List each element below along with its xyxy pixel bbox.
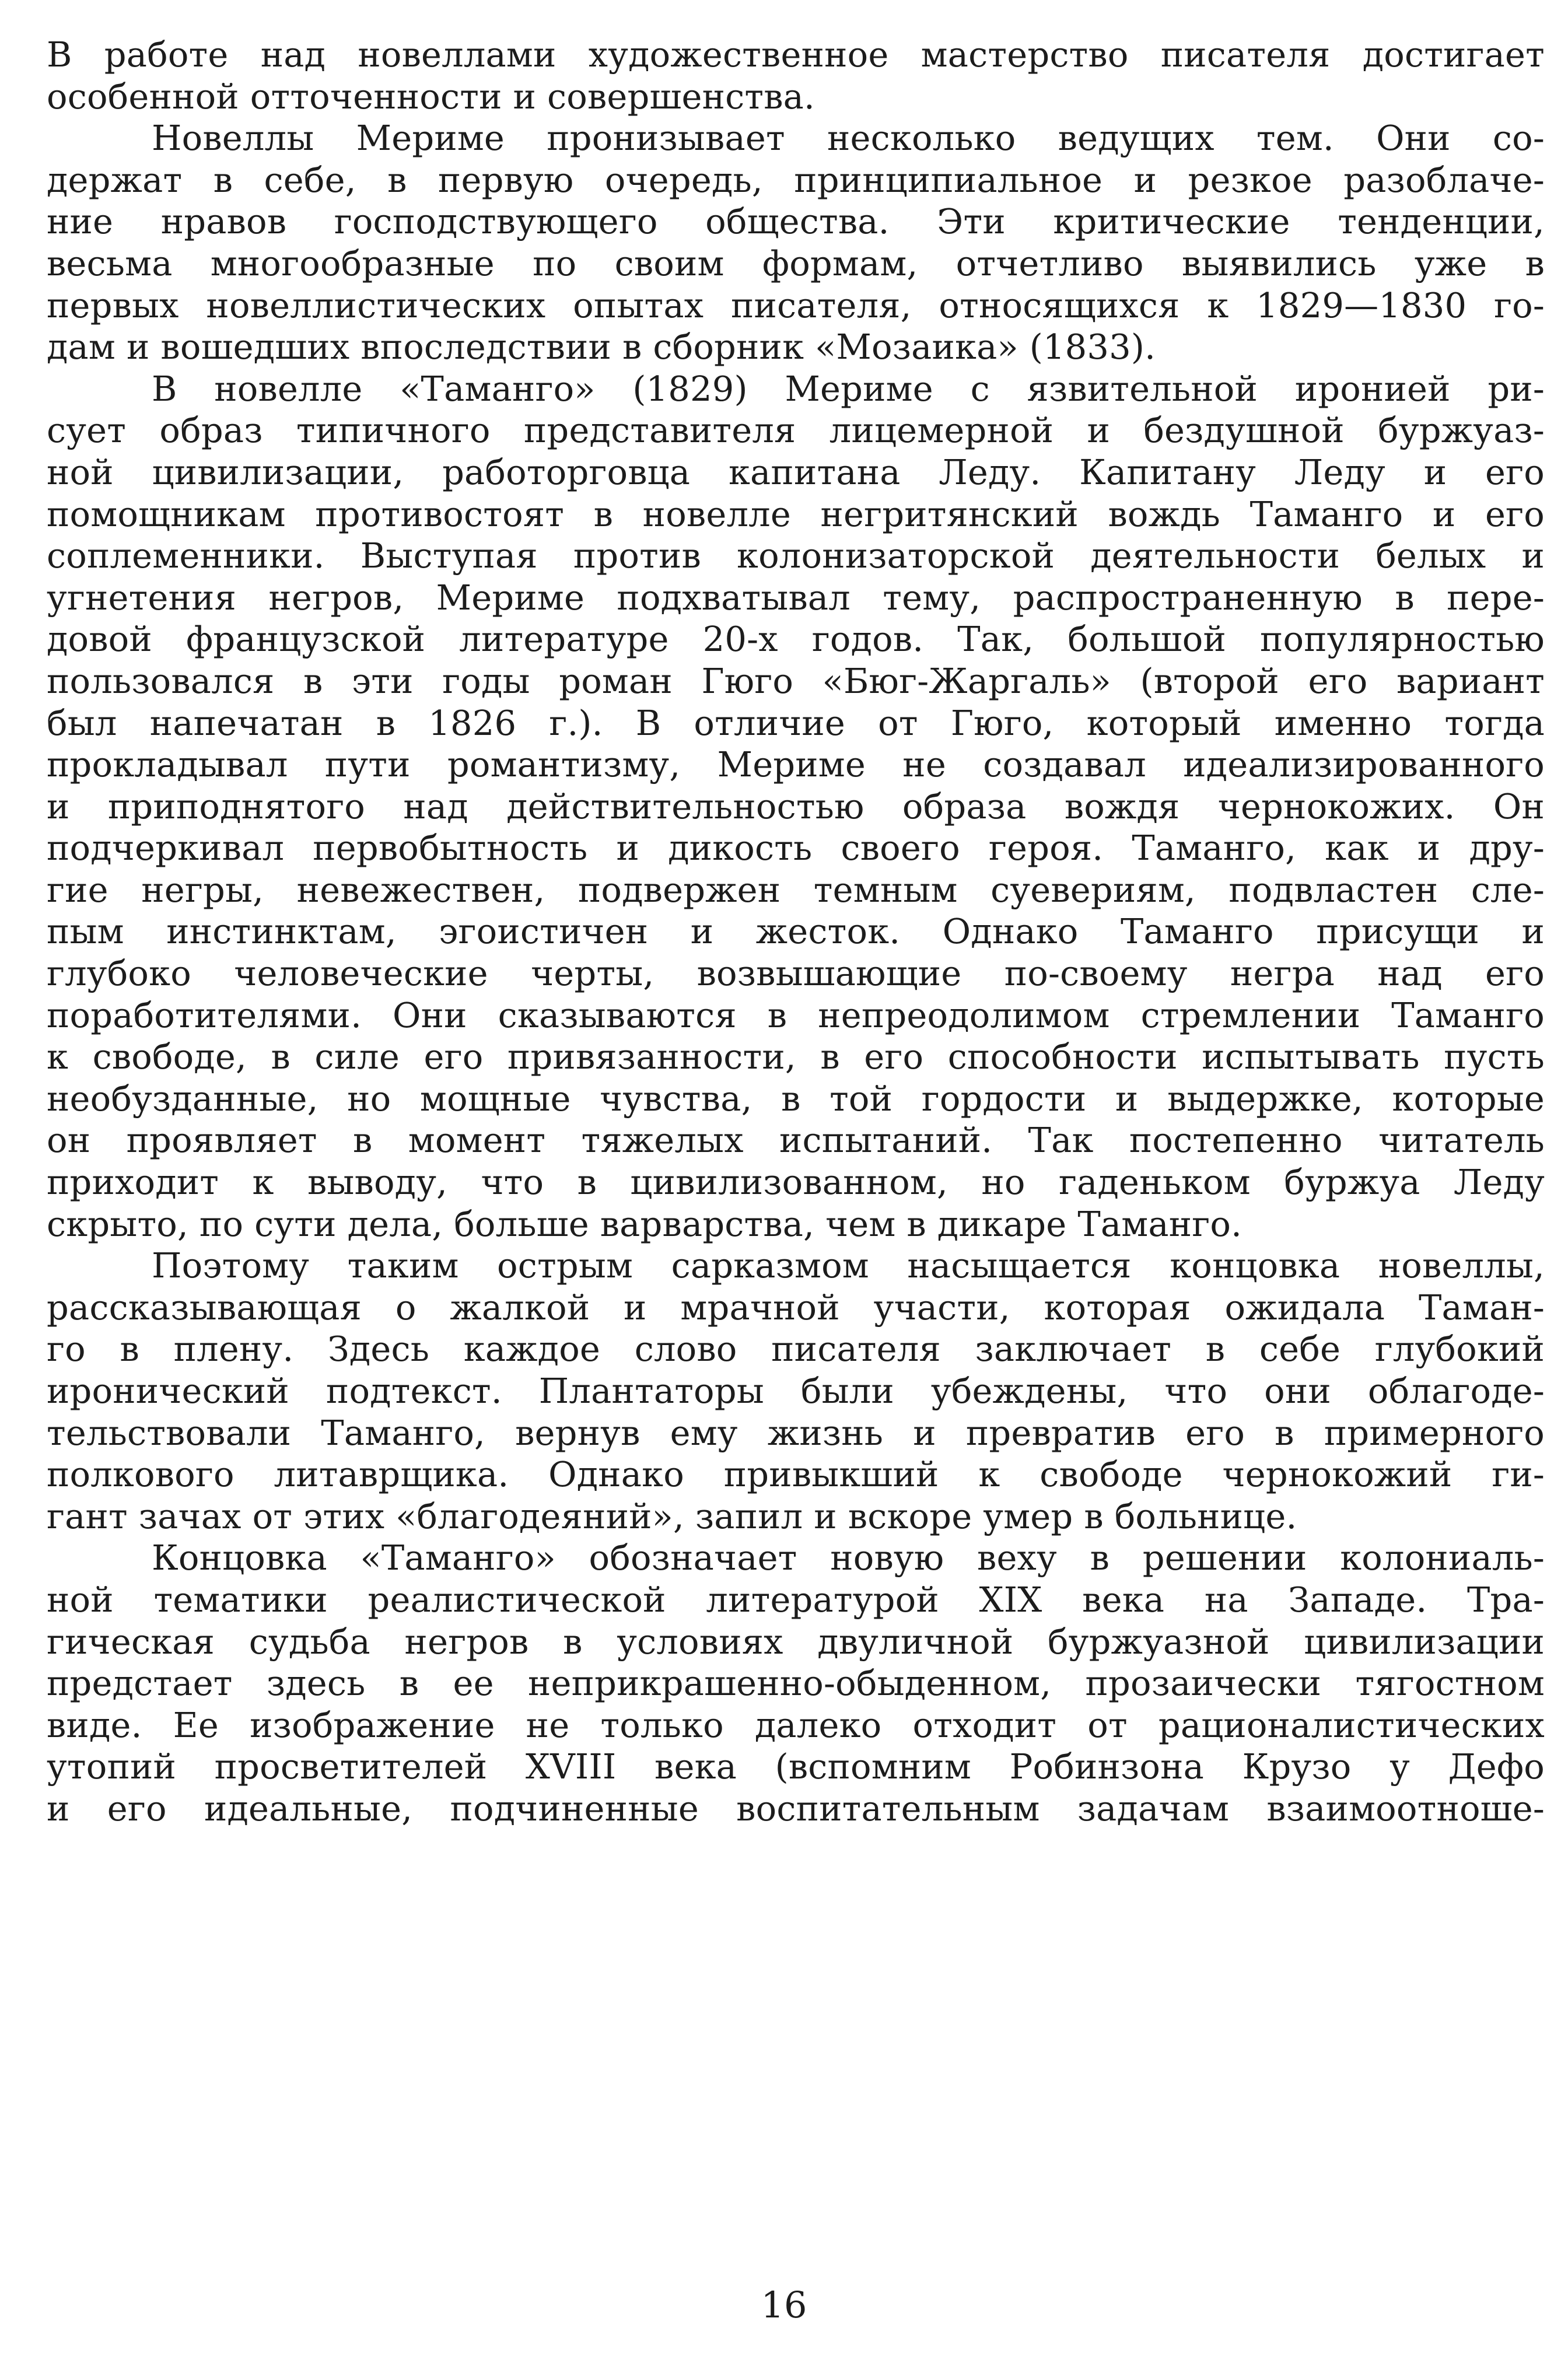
text-line: В новелле «Таманго» (1829) Мериме с язвительной иронией ри- — [152, 368, 1545, 409]
text-line: весьма многообразные по своим формам, отчетливо выявились уже в — [47, 243, 1545, 283]
text-line: утопий просветителей XVIII века (вспомним Робинзона Крузо у Дефо — [47, 1746, 1545, 1787]
text-line: и приподнятого над действительностью образа вождя чернокожих. Он — [47, 786, 1545, 827]
paragraph — [47, 368, 1545, 1245]
text-line: иронический подтекст. Плантаторы были убеждены, что они облагоде- — [47, 1371, 1545, 1411]
text-line: к свободе, в силе его привязанности, в его способности испытывать пусть — [47, 1037, 1545, 1077]
text-line: глубоко человеческие черты, возвышающие по-своему негра над его — [47, 953, 1545, 994]
text-line: Поэтому таким острым сарказмом насыщается концовка новеллы, — [152, 1245, 1545, 1286]
page-body — [47, 34, 1545, 1830]
text-line: приходит к выводу, что в цивилизованном, но гаденьком буржуа Леду — [47, 1162, 1545, 1203]
text-line: помощникам противостоят в новелле негритянский вождь Таманго и его — [47, 493, 1545, 534]
text-line: пользовался в эти годы роман Гюго «Бюг-Жаргаль» (второй его вариант — [47, 660, 1545, 701]
text-line: В работе над новеллами художественное мастерство писателя достигает — [47, 34, 1545, 75]
text-line: скрыто, по сути дела, больше варварства, чем в дикаре Таманго. — [47, 1203, 1242, 1244]
text-line: гие негры, невежествен, подвержен темным суевериям, подвластен сле- — [47, 869, 1545, 910]
text-line: полкового литаврщика. Однако привыкший к свободе чернокожий ги- — [47, 1454, 1545, 1495]
text-line: пым инстинктам, эгоистичен и жесток. Однако Таманго присущи и — [47, 911, 1545, 952]
text-line: гант зачах от этих «благодеяний», запил и вскоре умер в больнице. — [47, 1496, 1297, 1536]
text-line: особенной отточенности и совершенства. — [47, 76, 816, 117]
page-number: 16 — [761, 2284, 807, 2326]
text-line: держат в себе, в первую очередь, принципиальное и резкое разоблаче- — [47, 159, 1545, 200]
text-line: Новеллы Мериме пронизывает несколько ведущих тем. Они со- — [152, 118, 1545, 159]
text-line: ной тематики реалистической литературой XIX века на Западе. Тра- — [47, 1579, 1545, 1620]
paragraph — [47, 1245, 1545, 1537]
paragraph — [47, 1537, 1545, 1829]
text-line: был напечатан в 1826 г.). В отличие от Гюго, который именно тогда — [47, 702, 1545, 743]
text-line: необузданные, но мощные чувства, в той гордости и выдержке, которые — [47, 1078, 1545, 1119]
text-line: первых новеллистических опытах писателя, относящихся к 1829—1830 го- — [47, 285, 1545, 325]
text-line: ние нравов господствующего общества. Эти критические тенденции, — [47, 201, 1545, 242]
text-line: предстает здесь в ее неприкрашенно-обыденном, прозаически тягостном — [47, 1663, 1545, 1704]
text-line: и его идеальные, подчиненные воспитательным задачам взаимоотноше- — [47, 1788, 1545, 1829]
text-line: го в плену. Здесь каждое слово писателя заключает в себе глубокий — [47, 1329, 1545, 1370]
text-line: поработителями. Они сказываются в непреодолимом стремлении Таманго — [47, 995, 1545, 1035]
text-line: подчеркивал первобытность и дикость своего героя. Таманго, как и дру- — [47, 828, 1545, 869]
text-line: ной цивилизации, работорговца капитана Леду. Капитану Леду и его — [47, 451, 1545, 492]
text-line: виде. Ее изображение не только далеко отходит от рационалистических — [47, 1704, 1545, 1745]
text-line: Концовка «Таманго» обозначает новую веху в решении колониаль- — [152, 1538, 1545, 1578]
text-line: довой французской литературе 20-х годов. Так, большой популярностью — [47, 619, 1545, 660]
text-line: он проявляет в момент тяжелых испытаний. Так постепенно читатель — [47, 1120, 1545, 1161]
text-line: угнетения негров, Мериме подхватывал тему, распространенную в пере- — [47, 577, 1545, 618]
text-line: соплеменники. Выступая против колонизаторской деятельности белых и — [47, 535, 1545, 576]
text-line: сует образ типичного представителя лицемерной и бездушной буржуаз- — [47, 410, 1545, 451]
text-line: прокладывал пути романтизму, Мериме не создавал идеализированного — [47, 744, 1545, 785]
paragraph — [47, 34, 1545, 117]
text-line: рассказывающая о жалкой и мрачной участи, которая ожидала Таман- — [47, 1287, 1545, 1328]
text-line: гическая судьба негров в условиях двуличной буржуазной цивилизации — [47, 1621, 1545, 1662]
text-column — [47, 34, 1545, 1830]
text-line: дам и вошедших впоследствии в сборник «Мозаика» (1833). — [47, 327, 1156, 367]
text-line: тельствовали Таманго, вернув ему жизнь и превратив его в примерного — [47, 1412, 1545, 1453]
paragraph — [47, 117, 1545, 368]
